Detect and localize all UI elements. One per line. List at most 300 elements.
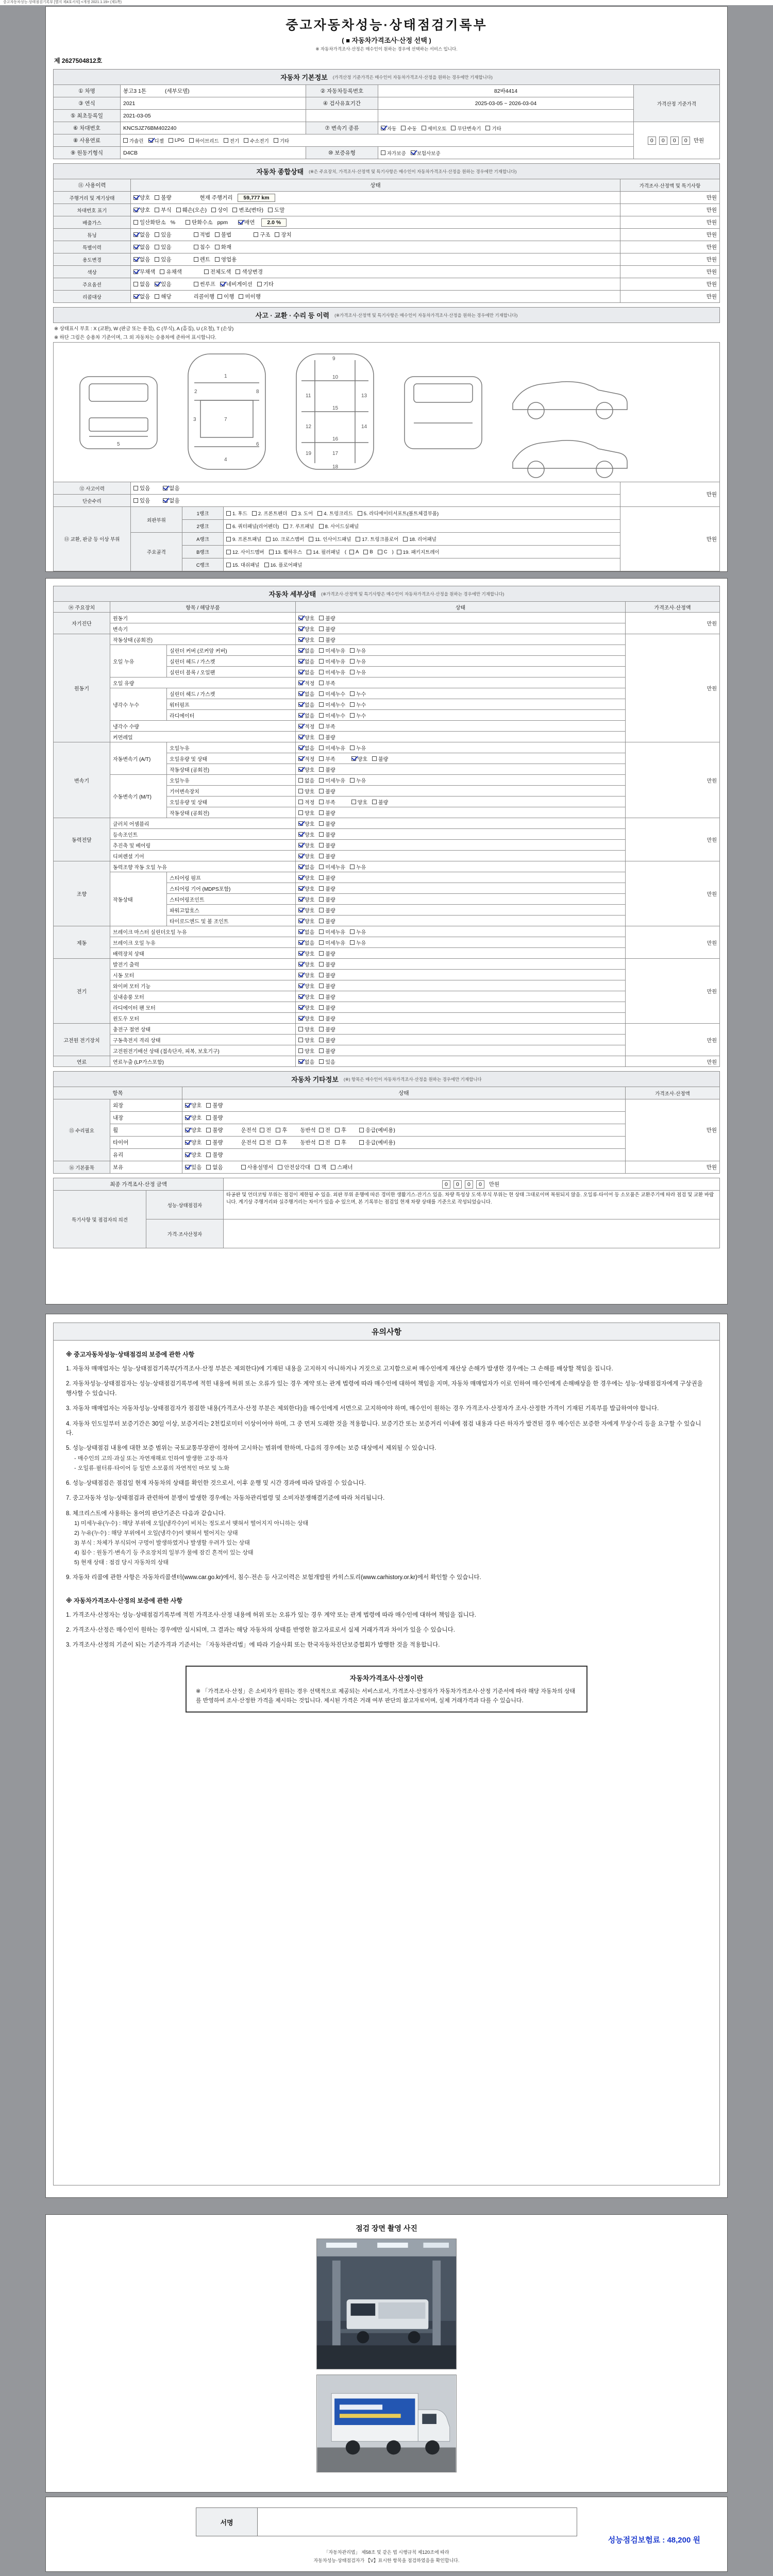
checkbox-불량[interactable] [319,1047,335,1055]
checkbox-있음[interactable] [133,497,150,504]
checkbox-label: 양호 [305,810,315,817]
checkbox-렌트[interactable] [194,256,210,263]
checkbox-없음[interactable] [133,280,150,288]
cell [296,732,626,742]
checkbox-미세누수[interactable] [319,701,345,708]
table-row [54,732,720,742]
checkbox-있음[interactable] [155,280,171,288]
section-accident-note: (※가격조사·산정액 및 특기사항은 매수인이 자동차가격조사·산정을 원하는 경우에만 기재합니다) [334,312,518,318]
checkbox-label: 양호 [305,843,315,849]
cell: ⑦ 변속기 종류 [306,122,378,134]
checkbox-label: 8. 사이드실패널 [325,524,359,530]
checkbox-적정[interactable] [298,722,314,730]
checkbox-label: 양호 [305,875,315,882]
cell: 상태 [182,1087,626,1099]
checkbox-label: 부식 [161,207,172,213]
checkbox-불량[interactable] [319,1004,335,1011]
checkbox-없음[interactable] [163,484,179,492]
checkbox-label: 1. 후드 [232,511,247,517]
checkbox-label: 훼손(오손) [182,207,207,213]
checkbox-label: 양호 [305,994,315,1001]
checkbox-양호[interactable] [298,950,314,957]
checkbox-침수[interactable] [194,243,210,251]
page-basic [45,6,728,572]
checkbox-불량[interactable] [319,885,335,892]
page-signature [45,2497,728,2572]
checkbox-미세누유[interactable] [319,863,345,871]
checkbox-불량[interactable] [319,993,335,1001]
checkbox-양호[interactable] [351,755,367,762]
checkbox-해당[interactable] [155,293,171,300]
checkbox-양호[interactable] [298,852,314,860]
checkbox-양호[interactable] [298,874,314,882]
checkbox-기타[interactable] [274,137,289,144]
checkbox-불량[interactable] [319,636,335,643]
checkbox-8. 사이드실패널[interactable] [319,522,359,530]
checkbox-변조(변타)[interactable] [232,206,263,214]
checkbox-불량[interactable] [319,625,335,633]
checkbox-양호[interactable] [298,787,314,795]
checkbox-19. 패키지트레이[interactable] [397,548,440,555]
checkbox-매연[interactable] [238,218,255,226]
checkbox-14. 필러패널[interactable] [307,548,340,555]
table-row [54,278,720,291]
cell [296,677,626,688]
checkbox-미세누유[interactable] [319,776,345,784]
checkbox-양호[interactable] [298,906,314,914]
checkbox-수동[interactable] [401,125,416,132]
checkbox-탄화수소[interactable] [186,218,213,226]
checkbox-양호[interactable] [298,831,314,838]
checkbox-기타[interactable] [257,280,274,288]
checkbox-불량[interactable] [155,194,171,201]
checkbox-누유[interactable] [350,928,366,936]
checkbox-영업용[interactable] [215,256,237,263]
checkbox-불량[interactable] [319,895,335,903]
cell: 차대번호 표기 [54,204,131,216]
checkbox-훼손(오손)[interactable] [176,206,207,214]
checkbox-양호[interactable] [298,982,314,990]
checkbox-box [298,994,303,999]
checkbox-적정[interactable] [298,755,314,762]
inline-text: ) [392,549,394,555]
checkbox-양호[interactable] [298,841,314,849]
checkbox-없음[interactable] [298,657,314,665]
cell [296,883,626,894]
checkbox-양호[interactable] [185,1114,201,1122]
checkbox-없음[interactable] [298,690,314,698]
checkbox-양호[interactable] [298,766,314,773]
checkbox-10. 크로스멤버[interactable] [266,535,304,543]
checkbox-부식[interactable] [155,206,171,214]
checkbox-무단변속기[interactable] [451,125,481,132]
checkbox-미세누수[interactable] [319,690,345,698]
checkbox-디젤[interactable] [148,137,164,144]
checkbox-box [298,908,303,912]
checkbox-상이[interactable] [211,206,228,214]
checkbox-양호[interactable] [298,960,314,968]
checkbox-box [319,648,324,653]
checkbox-하이브리드[interactable] [189,137,219,144]
cell [296,861,626,872]
checkbox-수소전기[interactable] [244,137,269,144]
checkbox-없음[interactable] [298,711,314,719]
checkbox-없음[interactable] [133,231,150,239]
checkbox-2. 프론트펜더[interactable] [252,510,287,517]
checkbox-불량[interactable] [319,787,335,795]
checkbox-이행[interactable] [217,293,234,300]
checkbox-양호[interactable] [298,625,314,633]
table-row [54,229,720,241]
checkbox-B[interactable] [363,549,373,555]
checkbox-응급(예비용)[interactable] [359,1126,395,1134]
checkbox-적법[interactable] [194,231,210,239]
checkbox-없음[interactable] [133,293,150,300]
digit-box: 0 [453,1180,462,1189]
checkbox-label: 누수 [356,713,366,719]
checkbox-양호[interactable] [298,971,314,979]
checkbox-후[interactable] [335,1126,346,1134]
checkbox-양호[interactable] [298,1004,314,1011]
checkbox-label: 누유 [356,745,366,752]
checkbox-양호[interactable] [298,917,314,925]
checkbox-누유[interactable] [350,744,366,752]
checkbox-label: 16. 플로어패널 [270,563,303,568]
checkbox-label: 불량 [325,973,335,979]
checkbox-있음[interactable] [319,1058,335,1065]
checkbox-없음[interactable] [163,497,179,504]
checkbox-양호[interactable] [298,1036,314,1044]
checkbox-잭[interactable] [315,1163,326,1171]
checkbox-미세누유[interactable] [319,744,345,752]
checkbox-17. 트렁크플로어[interactable] [356,535,398,543]
spacer [149,92,165,93]
checkbox-없음[interactable] [298,1058,314,1065]
checkbox-없음[interactable] [298,744,314,752]
checkbox-누유[interactable] [350,657,366,665]
checkbox-자가보증[interactable] [381,149,406,157]
checkbox-불량[interactable] [372,798,388,806]
checkbox-불량[interactable] [319,917,335,925]
checkbox-C[interactable] [378,549,388,555]
checkbox-label: 미세누유 [325,929,345,936]
checkbox-양호[interactable] [298,1014,314,1022]
checkbox-불량[interactable] [319,766,335,773]
checkbox-자동[interactable] [381,125,396,132]
checkbox-보험사보증[interactable] [411,149,441,157]
checkbox-box [224,138,228,143]
checkbox-전[interactable] [319,1126,330,1134]
basic-info-table [53,84,720,159]
checkbox-불량[interactable] [319,874,335,882]
checkbox-label: 적정 [305,681,315,687]
checkbox-누유[interactable] [350,776,366,784]
checkbox-양호[interactable] [185,1126,201,1134]
checkbox-3. 도어[interactable] [292,510,313,517]
checkbox-불량[interactable] [319,820,335,827]
value-box: 2.0 % [261,218,287,227]
checkbox-응급(예비용)[interactable] [359,1139,395,1146]
cell [131,253,620,266]
checkbox-없음[interactable] [298,701,314,708]
checkbox-label: 자동 [387,126,397,132]
checkbox-미세누유[interactable] [319,939,345,946]
checkbox-양호[interactable] [185,1101,201,1109]
checkbox-적정[interactable] [298,798,314,806]
checkbox-기타[interactable] [485,125,501,132]
checkbox-label: LPG [174,138,184,143]
checkbox-18. 리어패널[interactable] [403,535,436,543]
checkbox-불량[interactable] [319,809,335,817]
cell [378,147,634,159]
cell [306,110,378,122]
checkbox-무채색[interactable] [133,268,155,276]
checkbox-box [283,524,288,529]
checkbox-6. 쿼터패널(리어펜더)[interactable] [226,522,279,530]
cell: 만원 [620,266,720,278]
table-row [54,495,720,507]
checkbox-LPG[interactable] [169,138,184,143]
notice-item [66,1573,707,1582]
checkbox-양호[interactable] [298,733,314,741]
checkbox-불량[interactable] [319,1025,335,1033]
checkbox-label: 양호 [305,789,315,795]
checkbox-양호[interactable] [133,206,150,214]
checkbox-label: 장치 [281,232,292,238]
checkbox-없음[interactable] [133,256,150,263]
cell [131,241,620,253]
checkbox-있음[interactable] [155,243,171,251]
checkbox-전[interactable] [260,1126,271,1134]
checkbox-label: 일산화탄소 [140,219,166,226]
checkbox-box [206,1103,211,1108]
checkbox-불량[interactable] [319,906,335,914]
checkbox-누수[interactable] [350,701,366,708]
signature-box[interactable] [258,2507,577,2536]
checkbox-불량[interactable] [206,1114,223,1122]
checkbox-label: 불량 [212,1140,223,1146]
checkbox-있음[interactable] [185,1163,201,1171]
checkbox-미이행[interactable] [239,293,260,300]
checkbox-label: 없음 [140,294,150,300]
checkbox-11. 인사이드패널[interactable] [309,535,351,543]
checkbox-세미오토[interactable] [422,125,447,132]
checkbox-없음[interactable] [298,776,314,784]
checkbox-box [133,245,138,249]
cell: 보유 [110,1161,182,1174]
checkbox-양호[interactable] [298,895,314,903]
cell: B랭크 [182,546,224,558]
checkbox-양호[interactable] [351,798,367,806]
checkbox-양호[interactable] [298,614,314,622]
checkbox-일산화탄소[interactable] [133,218,166,226]
checkbox-미세누유[interactable] [319,657,345,665]
checkbox-양호[interactable] [298,993,314,1001]
form-id-note: 중고자동차성능·상태점검기록부 [별지 제4호서식] <개정 2021.1.19> (제1쪽) [0,0,773,5]
checkbox-box [298,670,303,674]
checkbox-미세누유[interactable] [319,668,345,676]
checkbox-양호[interactable] [185,1139,201,1146]
checkbox-부족[interactable] [319,722,335,730]
checkbox-불량[interactable] [319,831,335,838]
checkbox-A[interactable] [349,549,359,555]
cell [296,634,626,645]
checkbox-적정[interactable] [298,679,314,687]
checkbox-장치[interactable] [275,231,291,239]
checkbox-색상변경[interactable] [236,268,263,276]
checkbox-불량[interactable] [319,960,335,968]
checkbox-썬루프[interactable] [194,280,215,288]
checkbox-누수[interactable] [350,690,366,698]
checkbox-불량[interactable] [206,1151,223,1159]
checkbox-도말[interactable] [268,206,284,214]
checkbox-box [123,138,128,143]
checkbox-양호[interactable] [298,1025,314,1033]
checkbox-후[interactable] [276,1139,287,1146]
checkbox-화재[interactable] [215,243,231,251]
checkbox-label: 미세누유 [325,670,345,676]
notice-text: 5. 성능·상태점검 내용에 대한 보증 범위는 국토교통부장관이 정하여 고시하는 범위에 한하며, 다음의 경우에는 보증 대상에서 제외될 수 있습니다. [66,1445,436,1452]
checkbox-부족[interactable] [319,679,335,687]
checkbox-9. 프론트패널[interactable] [226,535,261,543]
checkbox-12. 사이드멤버[interactable] [226,548,264,555]
checkbox-box [269,550,274,554]
valuation-definition-box [186,1666,587,1713]
notice-item [66,1364,707,1374]
inline-text: 만원 [693,137,704,144]
checkbox-양호[interactable] [298,1047,314,1055]
checkbox-양호[interactable] [298,636,314,643]
checkbox-label: C [383,549,388,555]
checkbox-구조[interactable] [254,231,270,239]
checkbox-없음[interactable] [298,928,314,936]
cell: 연료누출 (LP가스포함) [110,1056,296,1067]
checkbox-양호[interactable] [298,820,314,827]
checkbox-양호[interactable] [298,885,314,892]
checkbox-불량[interactable] [319,1014,335,1022]
checkbox-스패너[interactable] [331,1163,352,1171]
checkbox-없음[interactable] [133,243,150,251]
checkbox-안전삼각대[interactable] [278,1163,310,1171]
checkbox-box [276,1140,280,1145]
checkbox-box [319,1140,324,1145]
checkbox-label: 없음 [169,485,180,492]
table-row [54,1087,720,1099]
checkbox-label: 양호 [191,1103,202,1109]
checkbox-7. 루프패널[interactable] [283,522,314,530]
summary-table [53,179,720,303]
checkbox-없음[interactable] [298,939,314,946]
checkbox-label: 양호 [305,984,315,990]
checkbox-없음[interactable] [298,647,314,654]
checkbox-1. 후드[interactable] [226,510,247,517]
checkbox-4. 트렁크리드[interactable] [317,510,352,517]
checkbox-box [298,724,303,728]
checkbox-불량[interactable] [206,1139,223,1146]
checkbox-있음[interactable] [155,256,171,263]
checkbox-전[interactable] [260,1139,271,1146]
table-row [54,266,720,278]
checkbox-불법[interactable] [215,231,231,239]
checkbox-box [298,735,303,739]
checkbox-5. 라디에이터서포트(볼트체결부품)[interactable] [358,510,439,517]
checkbox-16. 플로어패널[interactable] [264,561,303,568]
checkbox-없음[interactable] [298,863,314,871]
checkbox-label: 누유 [356,670,366,676]
checkbox-불량[interactable] [206,1126,223,1134]
checkbox-누유[interactable] [350,668,366,676]
legal-footer-line2: 자동차성능·상태점검자가 【V】표시한 항목을 점검하였음을 확인합니다. [313,2558,460,2563]
checkbox-불량[interactable] [206,1101,223,1109]
checkbox-네비게이션[interactable] [220,280,253,288]
checkbox-양호[interactable] [133,194,150,201]
checkbox-전기[interactable] [224,137,239,144]
checkbox-불량[interactable] [319,1036,335,1044]
inline-text: 운전석 [241,1139,257,1146]
checkbox-불량[interactable] [319,982,335,990]
checkbox-box [356,537,360,541]
checkbox-누유[interactable] [350,863,366,871]
checkbox-label: 불량 [325,1048,335,1055]
checkbox-13. 휠하우스[interactable] [269,548,303,555]
checkbox-box [319,821,324,826]
checkbox-양호[interactable] [185,1151,201,1159]
checkbox-box [254,232,258,237]
checkbox-label: 누유 [356,648,366,654]
checkbox-양호[interactable] [298,809,314,817]
checkbox-후[interactable] [276,1126,287,1134]
checkbox-전체도색[interactable] [204,268,231,276]
cell [378,110,634,122]
checkbox-가솔린[interactable] [123,137,144,144]
checkbox-누수[interactable] [350,711,366,719]
checkbox-불량[interactable] [319,852,335,860]
checkbox-있음[interactable] [133,484,150,492]
checkbox-부족[interactable] [319,798,335,806]
checkbox-없음[interactable] [298,668,314,676]
checkbox-유채색[interactable] [160,268,181,276]
checkbox-불량[interactable] [319,971,335,979]
checkbox-부족[interactable] [319,755,335,762]
checkbox-box [276,1128,280,1132]
checkbox-있음[interactable] [155,231,171,239]
checkbox-없음[interactable] [206,1163,223,1171]
checkbox-label: 불량 [325,843,335,849]
checkbox-미세누유[interactable] [319,928,345,936]
checkbox-사용설명서[interactable] [241,1163,274,1171]
cell [296,894,626,905]
cell: 라디에이터 [167,710,296,721]
checkbox-미세누유[interactable] [319,647,345,654]
checkbox-불량[interactable] [319,841,335,849]
checkbox-누유[interactable] [350,939,366,946]
checkbox-box [185,1153,190,1157]
cell [296,1035,626,1045]
checkbox-불량[interactable] [372,755,388,762]
checkbox-불량[interactable] [319,614,335,622]
photos-title: 점검 장면 촬영 사진 [356,2224,417,2232]
checkbox-미세누수[interactable] [319,711,345,719]
checkbox-전[interactable] [319,1139,330,1146]
checkbox-누유[interactable] [350,647,366,654]
cell [296,775,626,786]
checkbox-불량[interactable] [319,950,335,957]
checkbox-15. 대쉬패널[interactable] [226,561,260,568]
checkbox-후[interactable] [335,1139,346,1146]
cell [296,742,626,753]
checkbox-불량[interactable] [319,733,335,741]
checkbox-box [260,1140,264,1145]
